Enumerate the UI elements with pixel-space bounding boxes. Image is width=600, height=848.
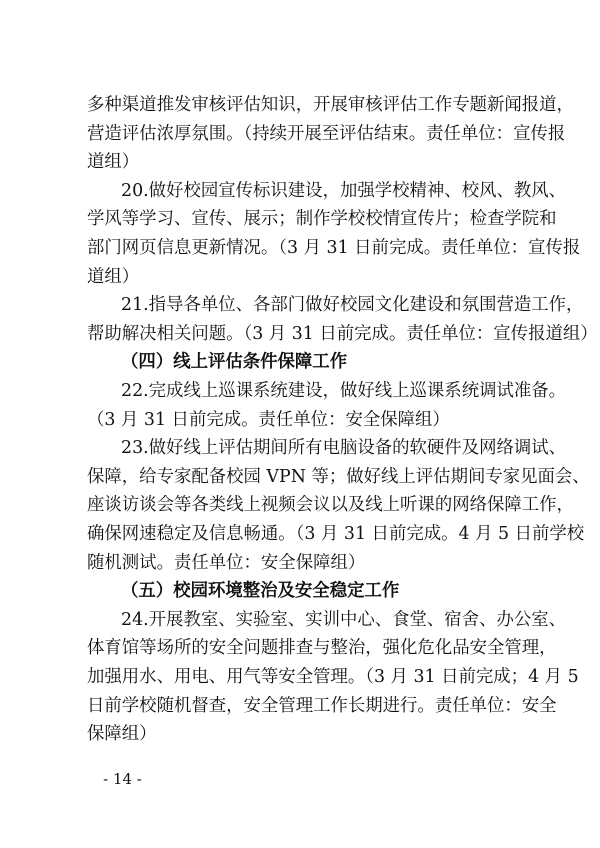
paragraph-line: 22.完成线上巡课系统建设，做好线上巡课系统调试准备。 — [121, 381, 567, 401]
paragraph-line: 加强用水、用电、用气等安全管理。（3 月 31 日前完成；4 月 5 — [87, 667, 579, 687]
page-number: - 14 - — [103, 770, 142, 788]
paragraph-line: （3 月 31 日前完成。责任单位：安全保障组） — [87, 409, 450, 430]
paragraph-line: 日前学校随机督查，安全管理工作长期进行。责任单位：安全 — [87, 695, 557, 716]
paragraph-line: 座谈访谈会等各类线上视频会议以及线上听课的网络保障工作， — [87, 495, 574, 516]
paragraph-line: 保障组） — [87, 724, 157, 745]
paragraph-line: 学风等学习、宣传、展示；制作学校校情宣传片；检查学院和 — [87, 209, 557, 230]
paragraph-line: 20.做好校园宣传标识建设，加强学校精神、校风、教风、 — [121, 180, 567, 201]
paragraph-line: 24.开展教室、实验室、实训中心、食堂、宿舍、办公室、 — [121, 609, 567, 630]
paragraph-line: 21.指导各单位、各部门做好校园文化建设和氛围营造工作， — [121, 295, 584, 316]
paragraph-line: 23.做好线上评估期间所有电脑设备的软硬件及网络调试、 — [121, 438, 567, 459]
paragraph-line: 保障，给专家配备校园 VPN 等；做好线上评估期间专家见面会、 — [87, 466, 590, 487]
paragraph-line: 多种渠道推发审核评估知识，开展审核评估工作专题新闻报道， — [87, 95, 574, 115]
paragraph-line: 部门网页信息更新情况。（3 月 31 日前完成。责任单位：宣传报 — [87, 238, 581, 258]
paragraph-line: 体育馆等场所的安全问题排查与整治，强化危化品安全管理， — [87, 638, 557, 659]
section-heading: （五）校园环境整治及安全稳定工作 — [121, 581, 400, 602]
paragraph-line: 确保网速稳定及信息畅通。（3 月 31 日前完成。4 月 5 日前学校 — [87, 524, 585, 544]
paragraph-line: 帮助解决相关问题。（3 月 31 日前完成。责任单位：宣传报道组） — [87, 323, 598, 344]
paragraph-line: 随机测试。责任单位：安全保障组） — [87, 552, 366, 573]
paragraph-line: 道组） — [87, 152, 140, 173]
section-heading: （四）线上评估条件保障工作 — [121, 352, 348, 373]
paragraph-line: 营造评估浓厚氛围。（持续开展至评估结束。责任单位：宣传报 — [87, 123, 566, 144]
paragraph-line: 道组） — [87, 266, 140, 287]
